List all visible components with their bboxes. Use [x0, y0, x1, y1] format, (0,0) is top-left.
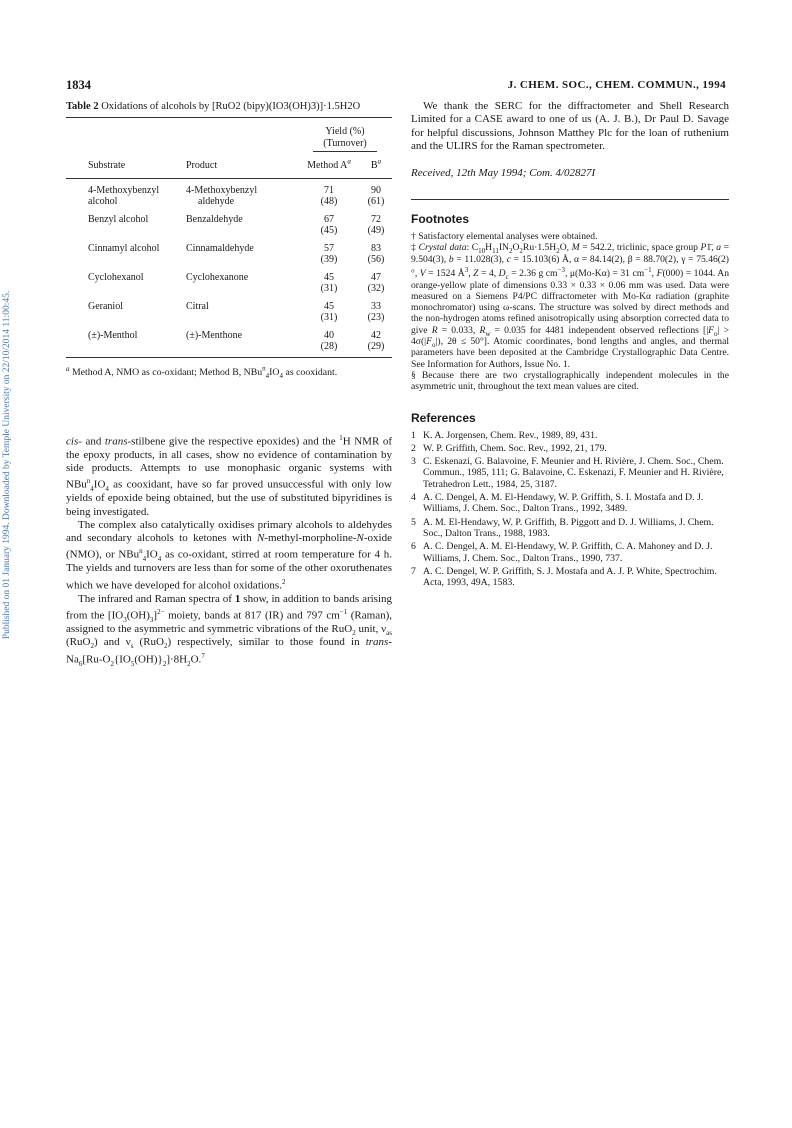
table-row-turnover	[66, 312, 392, 324]
substrate-cell: Cyclohexanol	[88, 271, 144, 283]
col-product-header: Product	[186, 152, 298, 178]
product-cell-cont	[186, 254, 298, 266]
method-a-turnover-cell: (31)	[320, 283, 338, 294]
method-b-turnover-cell: (32)	[367, 283, 385, 294]
table-row-turnover	[66, 225, 392, 237]
reference-item	[411, 430, 729, 441]
table-header-row	[66, 152, 392, 178]
table-row-turnover	[66, 196, 392, 208]
method-a-turnover-cell: (28)	[320, 341, 338, 352]
method-b-turnover-cell: (23)	[367, 312, 385, 323]
reference-text: A. M. El-Hendawy, W. P. Griffith, B. Piggott and D. J. Williams, J. Chem. Soc., Dalton Trans., 1988, 1983.	[423, 516, 714, 539]
method-b-yield-cell: 72	[371, 213, 381, 225]
method-a-yield-cell: 67	[324, 213, 334, 225]
method-b-yield-cell: 47	[371, 271, 381, 283]
received-date: Received, 12th May 1994; Com. 4/02827I	[411, 167, 596, 180]
table-caption-label: Table 2	[66, 101, 99, 112]
product-cell: Benzaldehyde	[186, 213, 243, 225]
acknowledgements	[411, 100, 729, 153]
table-footnote	[66, 357, 392, 378]
product-cell: Cyclohexanone	[186, 271, 249, 283]
method-a-yield-cell: 45	[324, 271, 334, 283]
table-body	[66, 178, 392, 353]
method-a-yield-cell: 71	[324, 184, 334, 196]
body-text-left	[66, 432, 392, 667]
method-b-turnover-cell: (56)	[367, 254, 385, 265]
reference-number: 4	[411, 492, 416, 504]
table-footnote-marker: a	[66, 364, 70, 373]
reference-number: 1	[411, 429, 416, 441]
reference-item	[411, 456, 729, 490]
left-column	[66, 100, 392, 666]
method-a-yield-cell: 40	[324, 329, 334, 341]
reference-text: W. P. Griffith, Chem. Soc. Rev., 1992, 21, 179.	[423, 442, 607, 454]
references-list	[411, 430, 729, 589]
table-row-turnover	[66, 283, 392, 295]
method-a-turnover-cell: (45)	[320, 225, 338, 236]
substrate-cell-cont	[66, 341, 186, 353]
footnote-2: ‡ Crystal data: $C_{10}H_{11}IN_2O_2Ru\cdot 1.5H_2O$, M = 542.2, triclinic, space group P1̄, a = 9.504(3), b = 11.028(3), c = 15.103(6) Å, α = 84.14(2), β = 88.70(2), γ = 75.46(2)°, V = 1524 $Å^3$, Z = 4, $D_c = 2.36$ g $cm^{-3}$, μ(Mo-Kα) = 31 $cm^{-1}$, F(000) = 1044. An orange-yellow plate of dimensions 0.33 × 0.33 × 0.06 mm was used. Data were measured on a Siemens P4/PC diffractometer with Mo-Kα radiation (graphite monochromator) using ω-scans. The structure was solved by direct methods and the non-hydrogen atoms refined anisotropically using absorption corrected data to give R = 0.033, $R_w = 0.035$ for 4481 independent observed reflections [$|F_o| > 4\sigma(|F_o|)$, 2θ ≤ 50°]. Atomic coordinates, bond lengths and angles, and thermal parameters have been deposited at the Cambridge Crystallographic Data Centre. See Information for Authors, Issue No. 1.	[411, 242, 730, 370]
substrate-cell: Geraniol	[88, 300, 123, 312]
table-row-turnover	[66, 254, 392, 266]
table-row	[66, 178, 392, 196]
reference-number: 5	[411, 516, 416, 528]
download-watermark	[0, 270, 14, 660]
product-cell-cont	[186, 341, 298, 353]
reference-item	[411, 492, 729, 515]
page-number: 1834	[66, 78, 91, 92]
table-row	[66, 324, 392, 342]
substrate-cell: (±)-Menthol	[88, 329, 138, 341]
reference-item	[411, 541, 729, 564]
footnotes-heading: Footnotes	[411, 212, 469, 227]
substrate-cell-cont	[66, 254, 186, 266]
method-a-turnover-cell: (31)	[320, 312, 338, 323]
footnotes-list	[411, 231, 729, 392]
reference-item	[411, 566, 729, 589]
method-b-yield-cell: 90	[371, 184, 381, 196]
footnote-3: § Because there are two crystallographically independent molecules in the asymmetric unit, throughout the text mean values are cited.	[411, 369, 729, 393]
substrate-cell-cont	[66, 312, 186, 324]
method-a-yield-cell: 57	[324, 242, 334, 254]
table-row	[66, 266, 392, 284]
method-b-turnover-cell: (49)	[367, 225, 385, 236]
references-heading: References	[411, 410, 476, 425]
footnote-1: † Satisfactory elemental analyses were obtained.	[411, 231, 598, 243]
substrate-cell: Cinnamyl alcohol	[88, 242, 160, 254]
product-cell-cont	[186, 225, 298, 237]
substrate-cell: Benzyl alcohol	[88, 213, 149, 225]
product-cell: Cinnamaldehyde	[186, 242, 254, 254]
paragraph-3: The infrared and Raman spectra of 1 show, in addition to bands arising from the $[IO_3(OH)_3]^{2-}$ moiety, bands at 817 (IR) and 797 $cm^{-1}$ (Raman), assigned to the asymmetric and symmetric vibrations of the RuO$_2$ unit, $\nu_{as}$ (RuO$_2$) and $\nu_s$ (RuO$_2$) respectively, similar to those found in trans-$Na_6[Ru-O_2\{IO_5(OH)\}_2]\cdot 8H_2O.^7$	[66, 592, 393, 668]
method-b-turnover-cell: (61)	[367, 196, 385, 207]
table-row	[66, 237, 392, 255]
product-cell: (±)-Menthone	[186, 329, 243, 341]
col-b-header: $B^a$	[360, 152, 392, 178]
product-cell: 4-Methoxybenzyl	[186, 184, 258, 196]
method-a-yield-cell: 45	[324, 300, 334, 312]
method-b-yield-cell: 83	[371, 242, 381, 254]
reference-text: K. A. Jorgensen, Chem. Rev., 1989, 89, 431.	[423, 429, 598, 441]
substrate-cell-cont	[66, 225, 186, 237]
reference-number: 2	[411, 442, 416, 454]
yield-heading-line1: Yield (%)	[325, 126, 365, 137]
table-row	[66, 208, 392, 226]
reference-text: A. C. Dengel, A. M. El-Hendawy, W. P. Griffith, S. I. Mostafa and D. J. Williams, J. Chem. Soc., Dalton Trans., 1992, 3489.	[423, 492, 704, 515]
reference-text: A. C. Dengel, W. P. Griffith, S. J. Mostafa and A. J. P. White, Spectrochim. Acta, 1993, 49A, 1583.	[423, 565, 717, 589]
table-caption-text: Oxidations of alcohols by [RuO2 (bipy)(IO3(OH)3)]·1.5H2O	[101, 101, 361, 112]
table-footnote-text: Method A, NMO as co-oxidant; Method B, $NBu^n_4IO_4$ as cooxidant.	[71, 364, 338, 380]
method-b-turnover-cell: (29)	[367, 341, 385, 352]
paragraph-2: The complex also catalytically oxidises primary alcohols to aldehydes and secondary alcohols to ketones with N-methyl-morpholine-N-oxide (NMO), or $NBu^n_4IO_4$ as co-oxidant, stirred at room temperature for 4 h. The yields and turnovers are less than for some of the other oxoruthenates which we have developed for alcohol oxidations.$^2$	[66, 518, 392, 592]
col-method-a-header: Method $A^a$	[298, 152, 360, 178]
product-cell-cont: aldehyde	[198, 196, 235, 207]
product-cell: Citral	[186, 300, 209, 312]
acknowledgements-text: We thank the SERC for the diffractometer and Shell Research Limited for a CASE award to one of us (A. J. B.), Dr Paul D. Savage for helpful discussions, Johnson Matthey Plc for the loan of ruthenium and the ULIRS for the Raman spectrometer.	[411, 100, 729, 152]
reference-item	[411, 443, 729, 454]
table-row	[66, 295, 392, 313]
product-cell-cont	[186, 283, 298, 295]
right-column	[411, 100, 729, 590]
table-caption	[66, 100, 392, 113]
reference-text: A. C. Dengel, A. M. El-Hendawy, W. P. Griffith, C. A. Mahoney and D. J. Williams, J. Chem. Soc., Dalton Trans., 1990, 737.	[423, 541, 713, 564]
col-substrate-header: Substrate	[66, 152, 186, 178]
reference-text: C. Eskenazi, G. Balavoine, F. Meunier and H. Rivière, J. Chem. Soc., Chem. Commun., 1985, 111; G. Balavoine, C. Eskenazi, F. Meunier and H. Rivière, Tetrahedron Lett., 1984, 25, 3187.	[423, 456, 724, 490]
substrate-cell: 4-Methoxybenzyl	[88, 184, 160, 196]
substrate-cell-cont	[66, 283, 186, 295]
download-watermark-text: Published on 01 January 1994. Downloaded by Temple University on 22/10/2014 11:00:45.	[2, 290, 12, 640]
reference-number: 3	[411, 456, 416, 468]
reference-number: 6	[411, 541, 416, 553]
reference-item	[411, 517, 729, 540]
paragraph-1: cis- and trans-stilbene give the respective epoxides) and the $^1$H NMR of the epoxy products, in all cases, show no evidence of contamination by side products. Attempts to use monophasic organic systems with $NBu^n_4IO_4$ as cooxidant, have so far proved unsuccessful with only low yields of epoxide being obtained, but the use of substituted bipyridines is being investigated.	[66, 433, 392, 518]
yield-heading-line2: (Turnover)	[323, 137, 367, 149]
table-row-turnover	[66, 341, 392, 353]
product-cell-cont	[186, 312, 298, 324]
section-divider	[411, 199, 729, 200]
yield-heading	[298, 118, 392, 152]
substrate-cell-cont: alcohol	[88, 196, 118, 207]
reference-number: 7	[411, 565, 416, 577]
journal-running-head: J. CHEM. SOC., CHEM. COMMUN., 1994	[507, 79, 726, 91]
yield-table	[66, 118, 392, 353]
method-b-yield-cell: 33	[371, 300, 381, 312]
method-b-yield-cell: 42	[371, 329, 381, 341]
method-a-turnover-cell: (48)	[320, 196, 338, 207]
method-a-turnover-cell: (39)	[320, 254, 338, 265]
